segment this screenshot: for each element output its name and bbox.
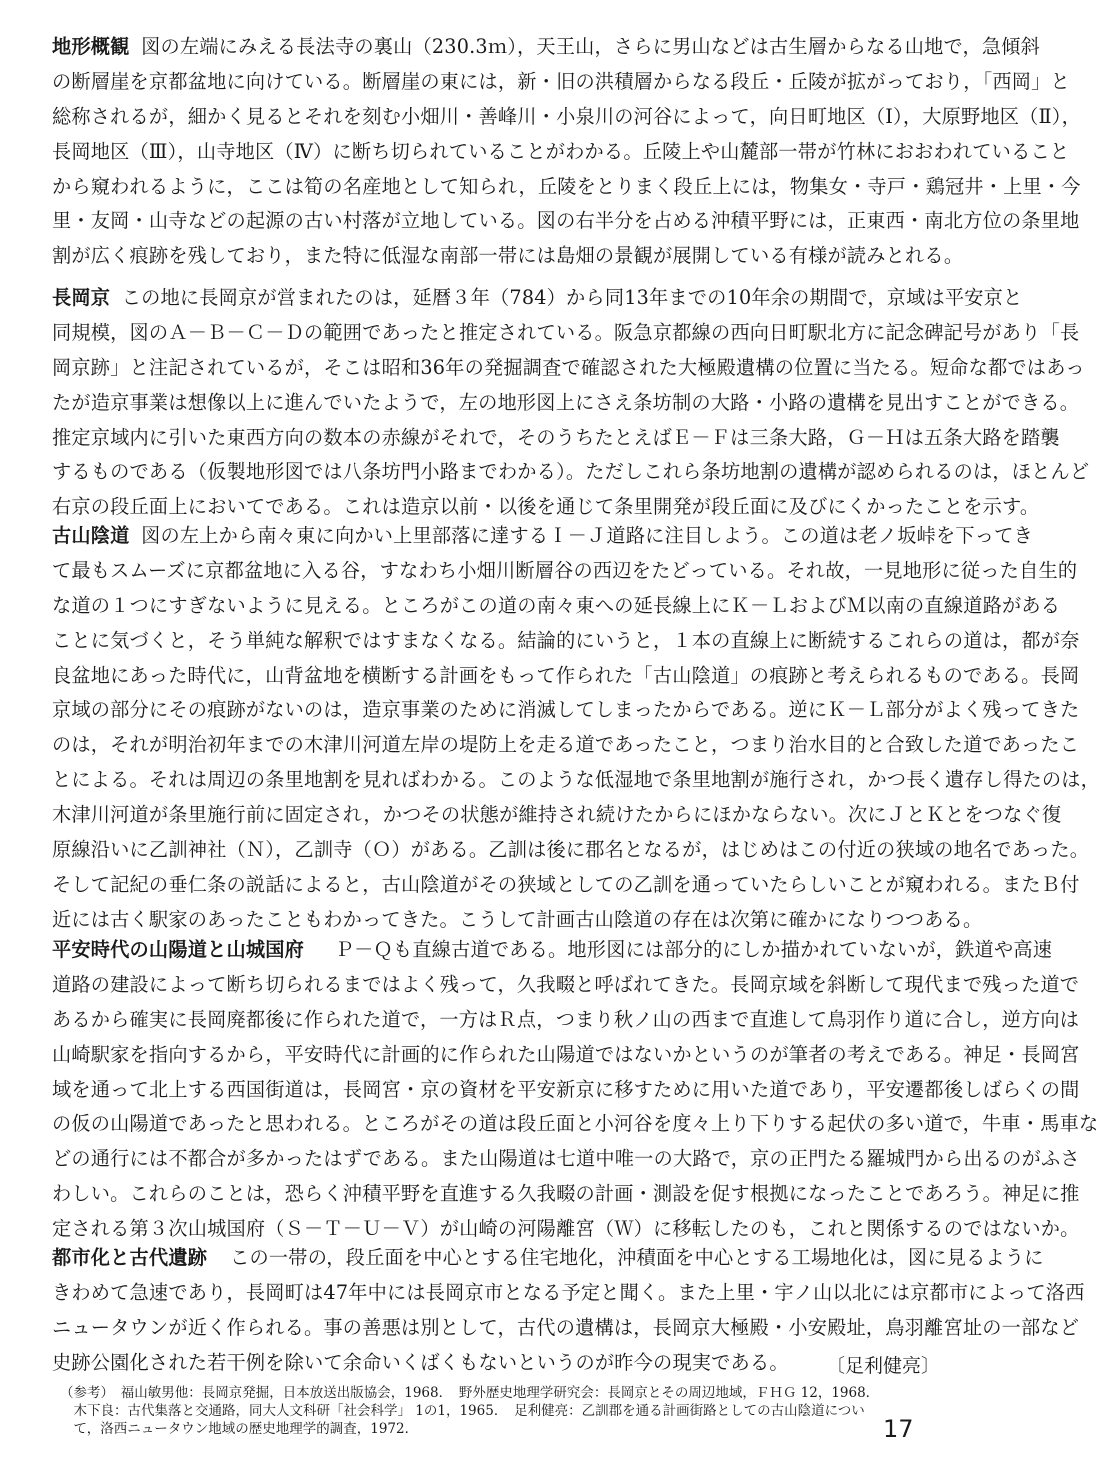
section-nagaokakyo <box>52 281 1090 525</box>
body-line: 近には古く駅家のあったこともわかってきた。こうして計画古山陰道の存在は次第に確かになりつつある。 <box>52 907 983 931</box>
reference-line: て，洛西ニュータウン地域の歴史地理学的調査，1972． <box>60 1421 419 1437</box>
body-line: この一帯の，段丘面を中心とする住宅地化，沖積面を中心とする工場地化は，図に見るように <box>230 1246 1044 1269</box>
section-heading: 都市化と古代遺跡 <box>52 1246 208 1269</box>
body-line: ニュータウンが近く作られる。事の善悪は別として，古代の遺構は，長岡京大極殿・小安殿址，鳥羽離宮址の一部など <box>52 1315 1080 1339</box>
body-line: 里・友岡・山寺などの起源の古い村落が立地している。図の右半分を占める沖積平野には，正東西・南北方位の条里地 <box>52 209 1080 233</box>
body-line: 図の左端にみえる長法寺の裏山（230.3ｍ），天王山，さらに男山などは古生層からなる山地で，急傾斜 <box>141 35 1041 58</box>
body-line: 右京の段丘面上においてである。これは造京以前・以後を通じて条里開発が段丘面に及びにくかったことを示す。 <box>52 495 1040 519</box>
body-line: とによる。それは周辺の条里地割を見ればわかる。このような低湿地で条里地割が施行され，かつ長く遺存し得たのは， <box>52 768 1100 792</box>
section-landform <box>52 30 1081 274</box>
body-line: 割が広く痕跡を残しており，また特に低湿な南部一帯には島畑の景観が展開している有様が読みとれる。 <box>52 244 964 268</box>
body-line: な道の１つにすぎないように見える。ところがこの道の南々東への延長線上にＫ－ＬおよびＭ以南の直線道路がある <box>52 593 1061 617</box>
body-line: から窺われるように，ここは筍の名産地として知られ，丘陵をとりまく段丘上には，物集女・寺戸・鶏冠井・上里・今 <box>52 174 1081 198</box>
body-line: 域を通って北上する西国街道は，長岡宮・京の資材を平安新京に移すために用いた道であり，平安遷都後しばらくの間 <box>52 1077 1080 1101</box>
author-credit: 〔足利健亮〕 <box>826 1355 941 1377</box>
body-line: するものである（仮製地形図では八条坊門小路までわかる）。ただしこれら条坊地割の遺構が認められるのは，ほとんど <box>52 460 1090 484</box>
body-line: 岡京跡」と注記されているが，そこは昭和36年の発掘調査で確認された大極殿遺構の位置に当たる。短命な都ではあっ <box>52 355 1085 379</box>
body-line: 原線沿いに乙訓神社（Ｎ），乙訓寺（Ｏ）がある。乙訓は後に郡名となるが，はじめはこの付近の狭域の地名であった。 <box>52 838 1090 862</box>
body-line: どの通行には不都合が多かったはずである。また山陽道は七道中唯一の大路で，京の正門たる羅城門から出るのがふさ <box>52 1147 1080 1171</box>
body-line: 史跡公園化された若干例を除いて余命いくばくもないというのが昨今の現実である。 <box>52 1350 789 1374</box>
section-heading: 平安時代の山陽道と山城国府 <box>52 938 305 961</box>
body-line: 京域の部分にその痕跡がないのは，造京事業のために消滅してしまったからである。逆にＫ－Ｌ部分がよく残ってきた <box>52 698 1080 722</box>
body-line: 同規模，図のＡ－Ｂ－Ｃ－Ｄの範囲であったと推定されている。阪急京都線の西向日町駅北方に記念碑記号があり「長 <box>52 320 1080 344</box>
page-number: 17 <box>883 1415 914 1443</box>
body-line: 定される第３次山城国府（Ｓ－Ｔ－Ｕ－Ｖ）が山崎の河陽離宮（Ｗ）に移転したのも，これと関係するのではないか。 <box>52 1217 1080 1241</box>
body-line: 推定京域内に引いた東西方向の数本の赤線がそれで，そのうちたとえばＥ－Ｆは三条大路，Ｇ－Ｈは五条大路を踏襲 <box>52 425 1060 449</box>
body-line: 木津川河道が条里施行前に固定され，かつその状態が維持され続けたからにほかならない。次にＪとＫとをつなぐ復 <box>52 803 1062 827</box>
body-line: の断層崖を京都盆地に向けている。断層崖の東には，新・旧の洪積層からなる段丘・丘陵が拡がっており，「西岡」と <box>52 69 1070 93</box>
body-line: のは，それが明治初年までの木津川河道左岸の堤防上を走る道であったこと，つまり治水目的と合致した道であったこ <box>52 733 1080 757</box>
references <box>60 1384 940 1438</box>
body-line: わしい。これらのことは，恐らく沖積平野を直進する久我畷の計画・測設を促す根拠になったことであろう。神足に推 <box>52 1182 1080 1206</box>
section-heading: 地形概観 <box>52 35 130 58</box>
section-heading: 長岡京 <box>52 286 111 309</box>
body-line: 長岡地区（Ⅲ），山寺地区（Ⅳ）に断ち切られていることがわかる。丘陵上や山麓部一帯が竹林におおわれていること <box>52 139 1070 163</box>
body-line: Ｐ－Ｑも直線古道である。地形図には部分的にしか描かれていないが，鉄道や高速 <box>334 938 1053 961</box>
reference-line: 木下良：古代集落と交通路，同大人文科研「社会科学」 1の1，1965． 足利健亮：乙訓郡を通る計画街路としての古山陰道につい <box>60 1403 865 1419</box>
body-line: 山崎駅家を指向するから，平安時代に計画的に作られた山陽道ではないかというのが筆者の考えである。神足・長岡宮 <box>52 1042 1080 1066</box>
body-line: の仮の山陽道であったと思われる。ところがその道は段丘面と小河谷を度々上り下りする起伏の多い道で，牛車・馬車な <box>52 1112 1099 1136</box>
body-line: たが造京事業は想像以上に進んでいたようで，左の地形図上にさえ条坊制の大路・小路の遺構を見出すことができる。 <box>52 390 1080 414</box>
section-heading: 古山陰道 <box>52 524 130 547</box>
body-line: て最もスムーズに京都盆地に入る谷，すなわち小畑川断層谷の西辺をたどっている。それ故，一見地形に従った自生的 <box>52 558 1078 582</box>
section-old-sanindo <box>52 519 1100 938</box>
body-line: そして記紀の垂仁条の説話によると，古山陰道がその狭域としての乙訓を通っていたらしいことが窺われる。またＢ付 <box>52 872 1080 896</box>
body-line: 良盆地にあった時代に，山背盆地を横断する計画をもって作られた「古山陰道」の痕跡と考えられるものである。長岡 <box>52 663 1080 687</box>
body-line: 道路の建設によって断ち切られるまではよく残って，久我畷と呼ばれてきた。長岡京域を斜断して現代まで残った道で <box>52 972 1080 996</box>
section-sanyodo-kokufu <box>52 933 1099 1247</box>
reference-line: （参考） 福山敏男他：長岡京発掘，日本放送出版協会，1968． 野外歴史地理学研究会：長岡京とその周辺地域，ＦＨＧ 12，1968． <box>60 1385 880 1401</box>
body-line: ことに気づくと，そう単純な解釈ではすまなくなる。結論的にいうと，１本の直線上に断続するこれらの道は，都が奈 <box>52 628 1080 652</box>
body-line: 図の左上から南々東に向かい上里部落に達するＩ－Ｊ道路に注目しよう。この道は老ノ坂峠を下ってき <box>141 524 1033 547</box>
body-line: この地に長岡京が営まれたのは，延暦３年（784）から同13年までの10年余の期間で，京域は平安京と <box>121 286 1023 309</box>
body-line: 総称されるが，細かく見るとそれを刻む小畑川・善峰川・小泉川の河谷によって，向日町地区（Ⅰ），大原野地区（Ⅱ）， <box>52 104 1081 128</box>
section-urbanization <box>52 1241 1085 1381</box>
body-line: あるから確実に長岡廃都後に作られた道で，一方はＲ点，つまり秋ノ山の西まで直進して鳥羽作り道に合し，逆方向は <box>52 1007 1080 1031</box>
body-line: きわめて急速であり，長岡町は47年中には長岡京市となる予定と聞く。また上里・宇ノ山以北には京都市によって洛西 <box>52 1280 1085 1304</box>
